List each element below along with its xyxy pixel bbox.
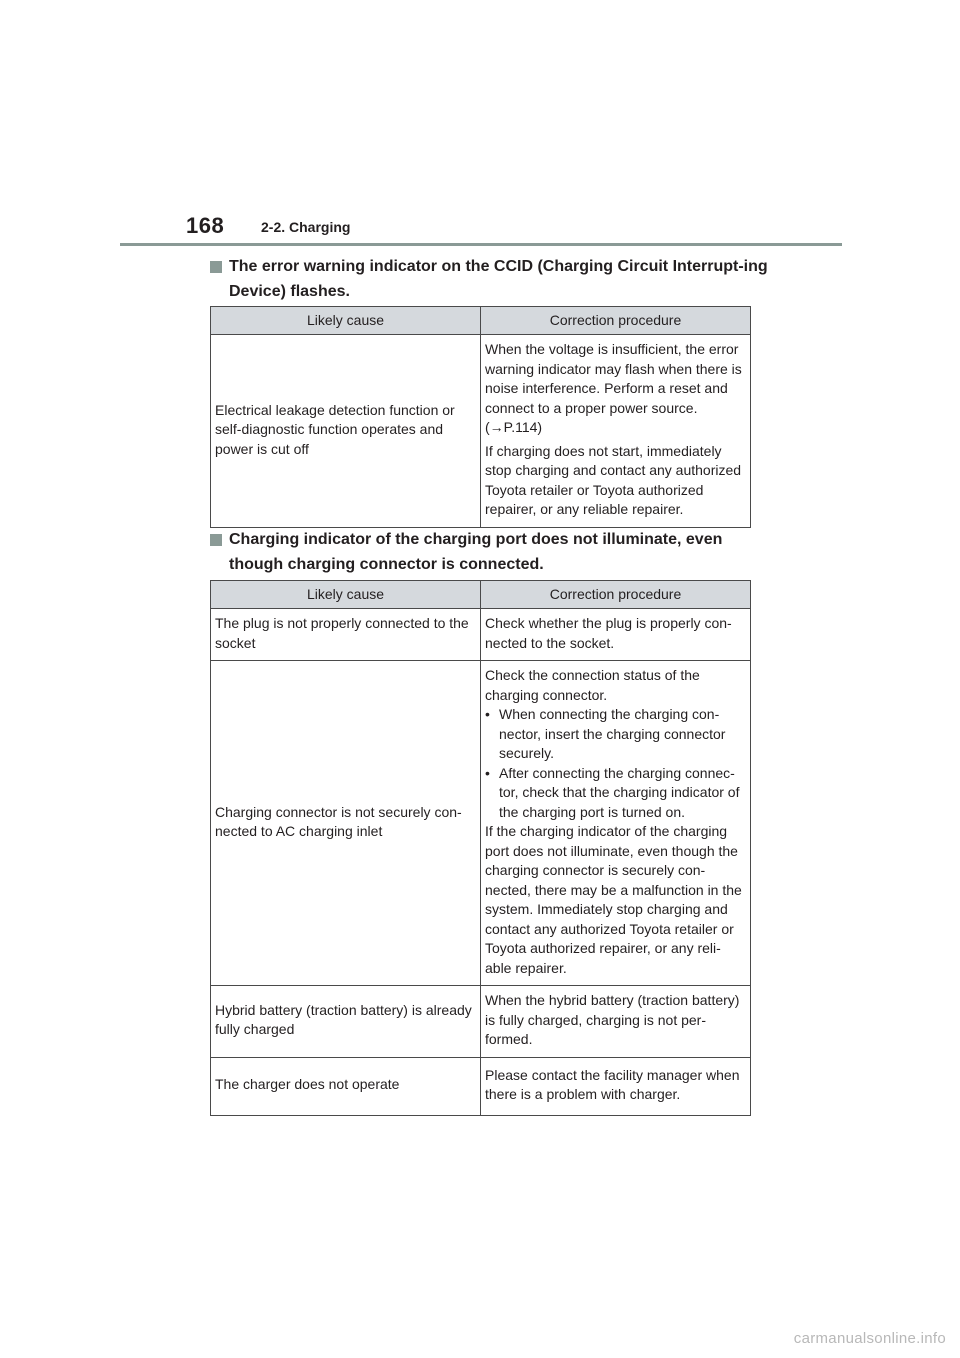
correction-cell: Check whether the plug is properly con-nected to the socket. [481,609,751,661]
correction-paragraph: Check the connection status of the charging connector. [485,667,700,703]
correction-cell: Please contact the facility manager when there is a problem with charger. [481,1057,751,1115]
list-item: • When connecting the charging con-nector, insert the charging connector securely. [485,705,746,764]
ccid-troubleshooting-table [210,306,751,528]
square-bullet-icon [210,534,222,546]
cause-cell: Charging connector is not securely con-nected to AC charging inlet [211,661,481,986]
table-header-row [211,581,751,609]
header-rule [120,243,842,246]
table-row [211,661,751,986]
section-heading-text: Charging indicator of the charging port does not illuminate, even though charging connector is connected. [229,531,723,573]
table-row [211,986,751,1058]
table-row [211,1057,751,1115]
table-header-row [211,307,751,335]
watermark: carmanualsonline.info [793,1330,946,1347]
correction-paragraph: When the voltage is insufficient, the error warning indicator may flash when there is noise interference. Perform a reset and connect to a proper power source. (→P.114) [485,341,742,435]
table-row [211,609,751,661]
list-item: • After connecting the charging connec-tor, check that the charging indicator of the charging port is turned on. [485,764,746,823]
table-row [211,335,751,528]
correction-paragraph: If the charging indicator of the charging port does not illuminate, even though the charging connector is securely con-nected, there may be a malfunction in the system. Immediately stop charging and contact any authorized Toyota retailer or Toyota authorized repairer, or any reli-able repairer. [485,823,742,976]
square-bullet-icon [210,261,222,273]
cause-cell: The plug is not properly connected to the socket [211,609,481,661]
correction-cell [481,661,751,986]
cause-cell: Electrical leakage detection function or self-diagnostic function operates and power is cut off [211,335,481,528]
correction-bullet-list [485,705,746,822]
column-header-likely-cause: Likely cause [211,307,481,335]
section-heading-charging-indicator [210,527,770,577]
correction-paragraph: If charging does not start, immediately stop charging and contact any authorized Toyota retailer or Toyota authorized repairer, or any reliable repairer. [485,442,742,517]
cause-cell: Hybrid battery (traction battery) is already fully charged [211,986,481,1058]
page-number: 168 [186,213,225,238]
cause-cell: The charger does not operate [211,1057,481,1115]
section-label: 2-2. Charging [261,219,351,235]
column-header-correction: Correction procedure [481,307,751,335]
column-header-likely-cause: Likely cause [211,581,481,609]
column-header-correction: Correction procedure [481,581,751,609]
charging-indicator-troubleshooting-table [210,580,751,1116]
section-heading-text: The error warning indicator on the CCID (Charging Circuit Interrupt-ing Device) flashes. [229,258,768,300]
section-heading-ccid [210,254,770,304]
correction-cell: When the hybrid battery (traction battery) is fully charged, charging is not per-formed. [481,986,751,1058]
correction-cell [481,335,751,528]
